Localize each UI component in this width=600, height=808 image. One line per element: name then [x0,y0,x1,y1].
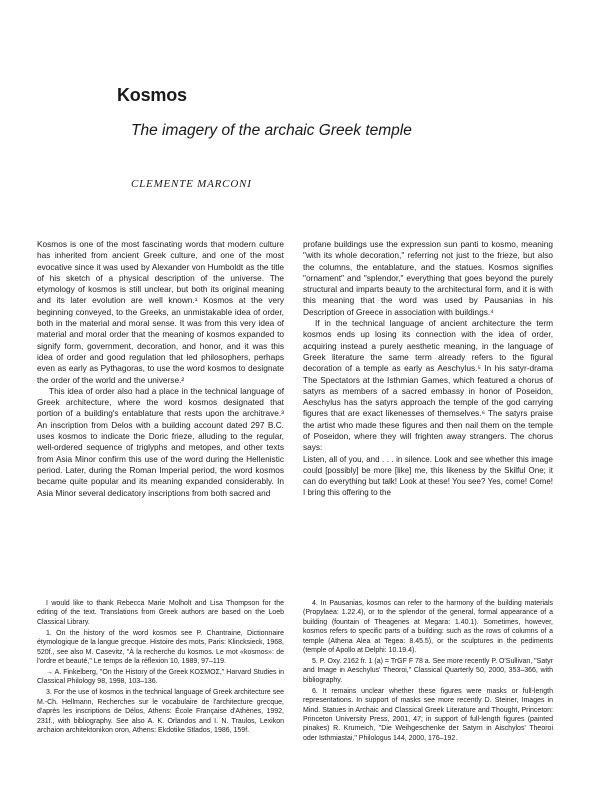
body-column-right [303,239,553,498]
paragraph: Kosmos is one of the most fascinating words that modern culture has inherited from ancient Greek culture, and one of the most evocative since it was used by Alexander von Humboldt as the title of his sketch of a physical description of the universe. The etymology of kosmos is still unclear, but both its original meaning and its later evolution are well known.¹ Kosmos at the very beginning conveyed, to the Greeks, an unmistakable idea of order, both in the material and moral sense. It was from this very idea of material and moral order that the meaning of kosmos expanded to signify form, government, decoration, and honor, and it was this idea of order and good regulation that led philosophers, perhaps even as early as Pythagoras, to use the word kosmos to designate the order of the world and the universe.² [37,239,284,385]
paragraph: This idea of order also had a place in the technical language of Greek architecture, where the word kosmos designated that portion of a building's entablature that rests upon the architrave.³ An inscription from Delos with a building account dated 297 B.C. uses kosmos to indicate the Doric frieze, alluding to the regular, well-ordered sequence of triglyphs and metopes, and other texts from Asia Minor confirm this use of the word during the Hellenistic period. Later, during the Roman Imperial period, the word kosmos became quite popular and its meaning expanded considerably. In Asia Minor several dedicatory inscriptions from both sacred and [37,385,284,498]
paragraph: If in the technical language of ancient architecture the term kosmos ends up losing its connection with the idea of order, acquiring instead a purely aesthetic meaning, in the language of Greek literature the same term already refers to the figural decoration of a temple as early as Aeschylus.⁵ In his satyr-drama The Spectators at the Isthmian Games, which featured a chorus of satyrs as members of a sacred embassy in honor of Poseidon, Aeschylus has the satyrs approach the temple of the god carrying figures that are exact likenesses of themselves.⁶ The satyrs praise the artist who made these figures and then nail them on the temple of Poseidon, where they will frighten away strangers. The chorus says: [303,318,553,453]
footnote: I would like to thank Rebecca Marie Molholt and Lisa Thompson for the editing of the text. Translations from Greek authors are based on the Loeb Classical Library. [37,600,284,626]
footnote: → A. Finkelberg, "On the History of the Greek KOΣMOΣ," Harvard Studies in Classical Philology 98, 1998, 103–136. [37,669,284,686]
journal-title: Kosmos [117,85,187,105]
footnote: 3. For the use of kosmos in the technical language of Greek architecture see M.-Ch. Hellmann, Recherches sur le vocabulaire de l'architecture grecque, d'après les inscriptions de Délos, Athens: École Française d'Athènes, 1992, 231f., with bibliography. See also A. K. Orlandos and I. N. Traulos, Lexikon archaion architektonikon oron, Athens: Ekdotike Stlados, 1986, 159f. [37,689,284,735]
footnotes-right [303,599,553,745]
body-column-left [37,239,284,499]
footnote: 1. On the history of the word kosmos see P. Chantraine, Dictionnaire étymologique de la langue grecque. Histoire des mots, Paris: Klincksieck, 1968, 520f., see also M. Casevitz, "À la recherche du kosmos. Le mot «kosmos»: de l'ordre et beauté," Le temps de la réflexion 10, 1989, 97–119. [37,629,284,666]
footnote: 6. It remains unclear whether these figures were masks or full-length representations. In support of masks see more recently D. Steiner, Images in Mind. Statues in Archaic and Classical Greek Literature and Thought, Princeton: Princeton University Press, 2001, 47; in support of full-length figures (painted pinakes) R. Krumeich, "Die Weihgeschenke der Satyrn in Aischylos' Theoroi oder Isthmiastai," Philologus 144, 2000, 176–192. [303,687,553,742]
footnote: 4. In Pausanias, kosmos can refer to the harmony of the building materials (Propylaea: 1.22.4), or to the splendor of the general, formal appearance of a building (fountain of Theagenes at Megara: 1.40.1). Sometimes, however, kosmos refers to specific parts of a building: such as the rows of columns of a temple (Athena Alea at Tegea: 8.45.5), or the sculptures in the pediments (temple of Apollo at Delphi: 10.19.4). [303,600,553,655]
paragraph: profane buildings use the expression sun panti to kosmo, meaning "with its whole decoration," referring not just to the frieze, but also the columns, the entablature, and the statues. Kosmos signifies "ornament" and "splendor," everything that goes beyond the purely structural and imparts beauty to the architectural form, and it is with this meaning that the word was used by Pausanias in his Description of Greece in association with buildings.⁴ [303,239,553,317]
footnote: 5. P. Oxy. 2162 fr. 1 (a) = TrGF F 78 a. See more recently P. O'Sullivan, "Satyr and Image in Aeschylus' Theoroi," Classical Quarterly 50, 2000, 353–366, with bibliography. [303,658,553,684]
footnotes-left [37,599,284,737]
article-title: The imagery of the archaic Greek temple [131,122,412,139]
article-author: CLEMENTE MARCONI [131,178,252,190]
block-quote: Listen, all of you, and . . . in silence. Look and see whether this image could [possibly] be more [like] me, this likeness by the Skilful One; it can do everything but talk! Look at these! You see? Yes, come! Come! I bring this offering to the [303,454,553,497]
